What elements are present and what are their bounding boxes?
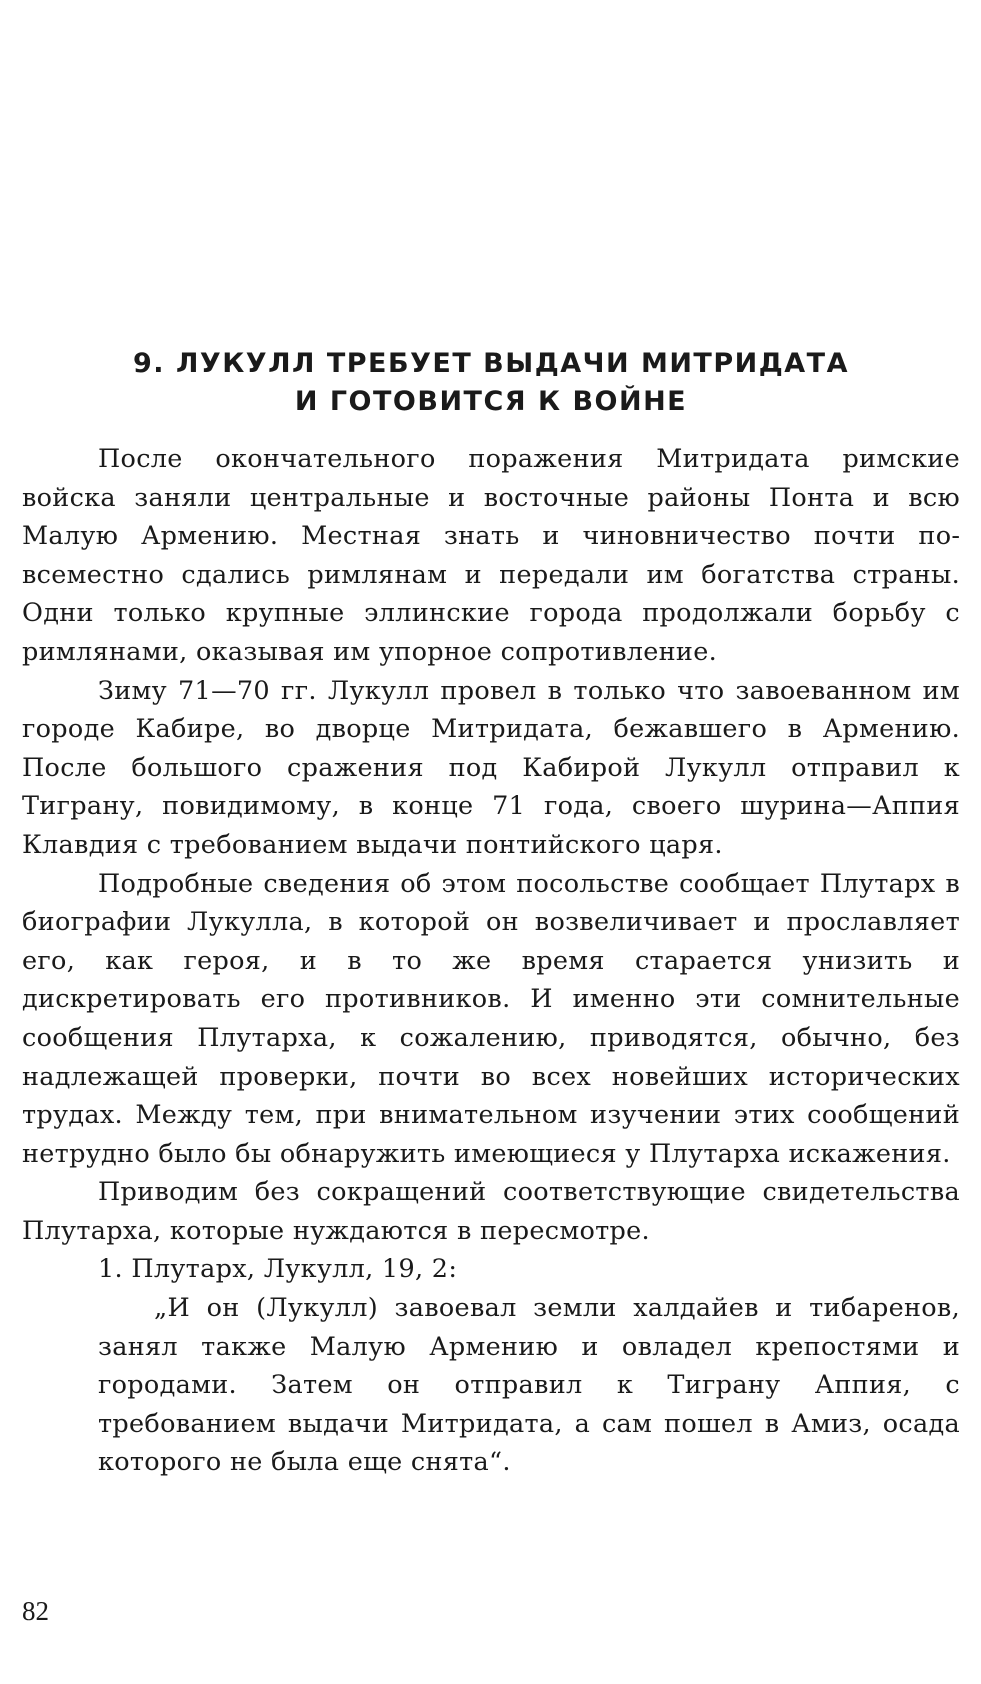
- citation: 1. Плутарх, Лукулл, 19, 2:: [98, 1254, 458, 1285]
- paragraph-2: Зиму 71—70 гг. Лукулл провел в только что завоеванном им городе Кабире, во дворце Митридата, бежавшего в Армению. После большого сражения под Кабирой Лукулл отправил к Тиграну, повидимому, в конце 71 года, своего шурина—Аппия Клавдия с требованием выдачи понтийского царя.: [22, 675, 960, 860]
- book-page: [22, 0, 960, 1684]
- paragraph-1: После окончательного поражения Митридата римские войска заняли центральные и восточные районы Понта и всю Малую Армению. Местная знать и чиновничество почти повсеместно сдались римлянам и передали им богатства страны. Одни только крупные эллинские города продолжали борьбу с римлянами, оказывая им упорное сопротивление.: [22, 444, 960, 667]
- chapter-heading-line-1: 9. ЛУКУЛЛ ТРЕБУЕТ ВЫДАЧИ МИТРИДАТА: [133, 348, 849, 379]
- paragraph-4: Приводим без сокращений соответствующие свидетельства Плутарха, которые нуждаются в пересмотре.: [22, 1177, 960, 1246]
- quotation: „И он (Лукулл) завоевал земли халдайев и тибаренов, занял также Малую Армению и овладел крепостями и городами. Затем он отправил к Тиграну Аппия, с требованием выдачи Митридата, а сам пошел в Амиз, осада которого не была еще снята“.: [98, 1293, 960, 1478]
- chapter-heading: [22, 345, 960, 421]
- chapter-heading-line-2: И ГОТОВИТСЯ К ВОЙНЕ: [294, 386, 688, 417]
- page-number: 82: [22, 1596, 49, 1626]
- paragraph-3: Подробные сведения об этом посольстве сообщает Плутарх в биографии Лукулла, в которой он возвеличивает и прославляет его, как героя, и в то же время старается унизить и дискретировать его противников. И именно эти сомнительные сообщения Плутарха, к сожалению, приводятся, обычно, без надлежащей проверки, почти во всех новейших исторических трудах. Между тем, при внимательном изучении этих сообщений нетрудно было бы обнаружить имеющиеся у Плутарха искажения.: [22, 868, 960, 1169]
- body-text: [22, 440, 960, 1482]
